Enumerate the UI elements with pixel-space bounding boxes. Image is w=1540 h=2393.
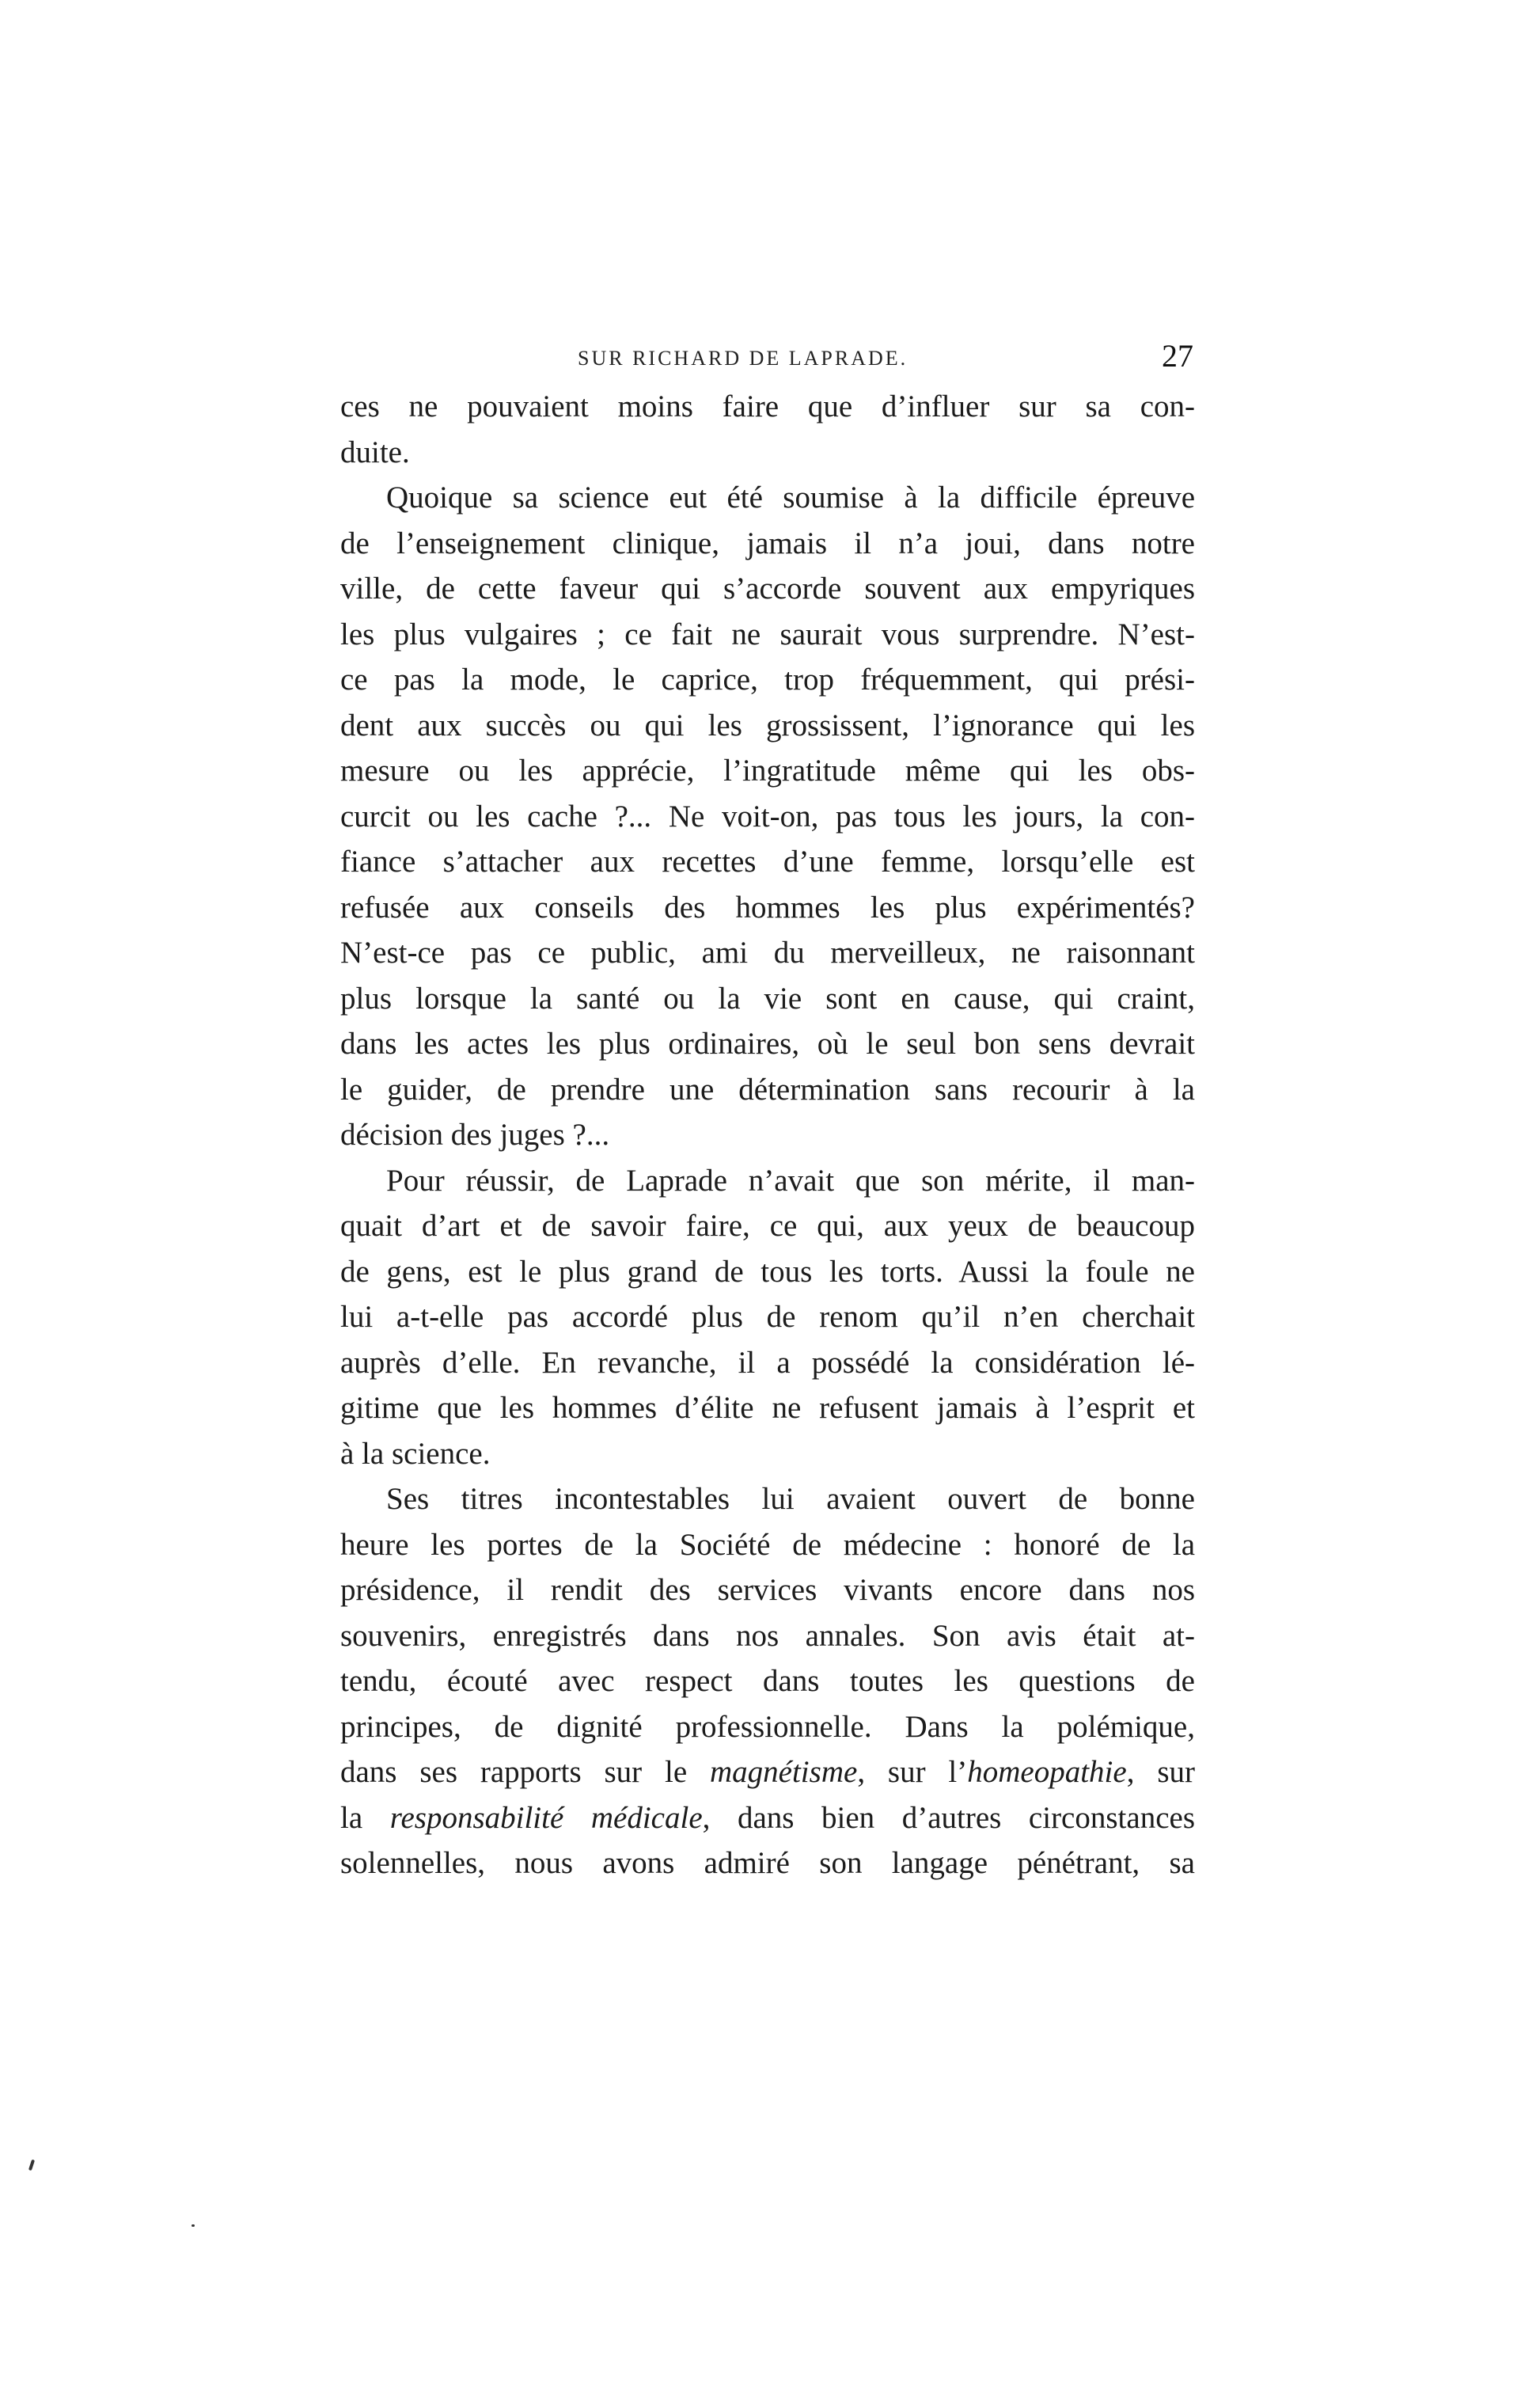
text-line: ces ne pouvaient moins faire que d’influer sur sa con-: [340, 389, 1195, 424]
text-run: , dans bien d’autres circonstances: [702, 1800, 1195, 1835]
text-line: mesure ou les apprécie, l’ingratitude même qui les obs-: [340, 754, 1195, 788]
text-line: décision des juges ?...: [340, 1118, 610, 1152]
text-line: souvenirs, enregistrés dans nos annales. Son avis était at-: [340, 1618, 1195, 1653]
text-line: plus lorsque la santé ou la vie sont en cause, qui craint,: [340, 981, 1195, 1016]
text-line: de gens, est le plus grand de tous les torts. Aussi la foule ne: [340, 1254, 1195, 1289]
text-line: fiance s’attacher aux recettes d’une femme, lorsqu’elle est: [340, 845, 1195, 879]
text-line: quait d’art et de savoir faire, ce qui, aux yeux de beaucoup: [340, 1209, 1195, 1243]
text-line: à la science.: [340, 1436, 491, 1471]
text-line: principes, de dignité professionnelle. Dans la polémique,: [340, 1709, 1195, 1744]
text-run: , sur l’: [857, 1755, 968, 1789]
text-line: ce pas la mode, le caprice, trop fréquemment, qui prési-: [340, 663, 1195, 697]
text-line: présidence, il rendit des services vivants encore dans nos: [340, 1573, 1195, 1607]
text-line: heure les portes de la Société de médecine : honoré de la: [340, 1527, 1195, 1562]
text-line: Pour réussir, de Laprade n’avait que son mérite, il man-: [386, 1163, 1195, 1198]
text-line-mixed: [340, 1749, 1195, 1795]
print-speck: [28, 2159, 35, 2171]
text-line: de l’enseignement clinique, jamais il n’a joui, dans notre: [340, 526, 1195, 560]
text-line-mixed: [340, 1795, 1195, 1841]
text-line: Ses titres incontestables lui avaient ouvert de bonne: [386, 1482, 1195, 1516]
text-line: les plus vulgaires ; ce fait ne saurait vous surprendre. N’est-: [340, 617, 1195, 651]
text-line: le guider, de prendre une détermination sans recourir à la: [340, 1072, 1195, 1107]
text-line: curcit ou les cache ?... Ne voit-on, pas tous les jours, la con-: [340, 799, 1195, 834]
italic-term: magnétisme: [710, 1755, 858, 1789]
text-line: ville, de cette faveur qui s’accorde souvent aux empyriques: [340, 572, 1195, 606]
text-run: , sur: [1126, 1755, 1195, 1789]
text-line: Quoique sa science eut été soumise à la difficile épreuve: [386, 480, 1195, 515]
running-title: SUR RICHARD DE LAPRADE.: [578, 347, 908, 370]
italic-term: responsabilité médicale: [389, 1800, 703, 1835]
text-line: duite.: [340, 435, 410, 469]
italic-term: homeopathie: [967, 1755, 1127, 1789]
print-speck: [192, 2224, 195, 2227]
text-line: refusée aux conseils des hommes les plus expérimentés?: [340, 890, 1195, 925]
body-text: [340, 384, 1195, 1886]
page-number: 27: [1162, 338, 1193, 374]
running-head: [340, 339, 1195, 378]
text-line: dans les actes les plus ordinaires, où le seul bon sens devrait: [340, 1027, 1195, 1061]
text-line: auprès d’elle. En revanche, il a possédé la considération lé-: [340, 1345, 1195, 1380]
text-line: lui a-t-elle pas accordé plus de renom qu’il n’en cherchait: [340, 1300, 1195, 1334]
text-run: dans ses rapports sur le: [340, 1755, 710, 1789]
text-line: N’est-ce pas ce public, ami du merveilleux, ne raisonnant: [340, 936, 1195, 970]
text-run: la: [340, 1800, 390, 1835]
text-line: gitime que les hommes d’élite ne refusent jamais à l’esprit et: [340, 1391, 1195, 1425]
text-line: solennelles, nous avons admiré son langage pénétrant, sa: [340, 1846, 1195, 1880]
text-line: tendu, écouté avec respect dans toutes les questions de: [340, 1664, 1195, 1698]
text-line: dent aux succès ou qui les grossissent, l’ignorance qui les: [340, 708, 1195, 743]
